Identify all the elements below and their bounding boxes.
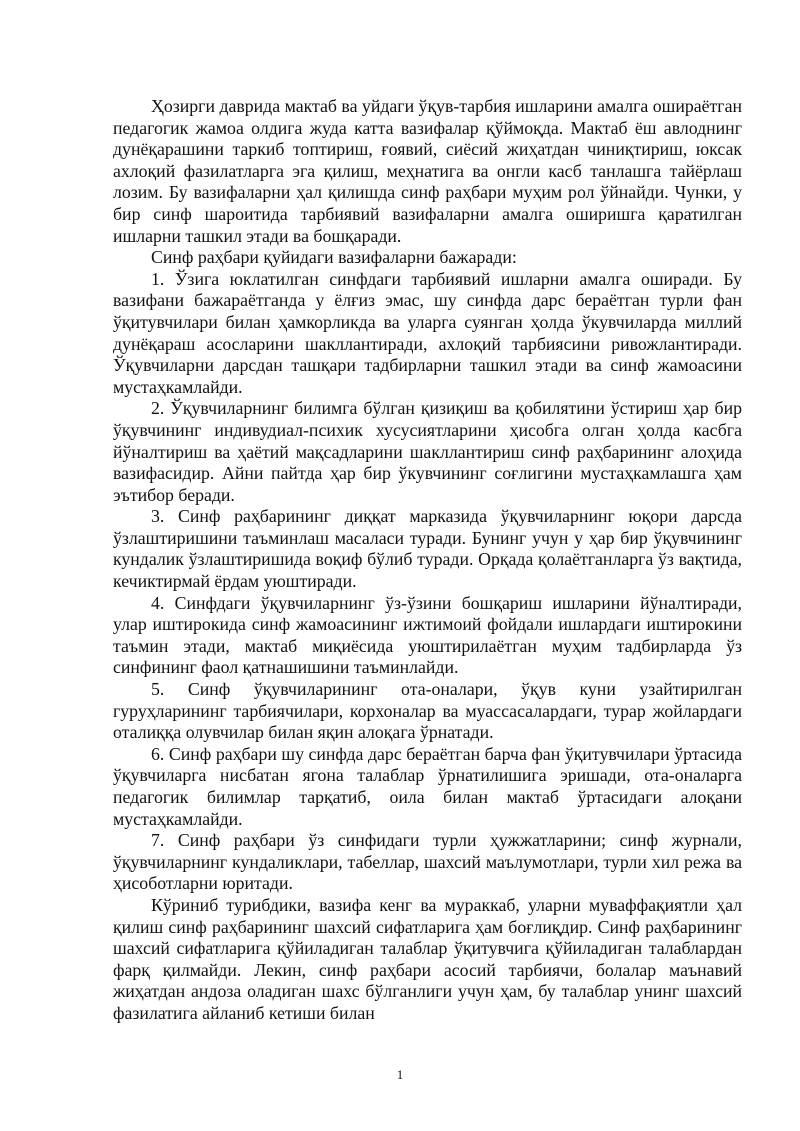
paragraph-duty-1: 1. Ўзига юклатилган синфдаги тарбиявий ишларни амалга оширади. Бу вазифани бажараётганда у ёлғиз эмас, шу синфда дарс бераётган турли фан ўқитувчилари билан ҳамкорликда ва уларга суянган ҳолда ўкувчиларда миллий дунёқараш асосларини шакллантиради, ахлоқий тарбиясини ривожлантиради. Ўқувчиларни дарсдан ташқари тадбирларни ташкил этади ва синф жамоасини мустаҳкамлайди. <box>113 268 742 397</box>
document-page <box>113 96 742 1025</box>
page-number: 1 <box>396 1067 404 1082</box>
paragraph-duty-3: 3. Синф раҳбарининг диққат марказида ўқувчиларнинг юқори дарсда ўзлаштиришини таъминлаш масаласи туради. Бунинг учун у ҳар бир ўқувчининг кундалик ўзлаштиришида воқиф бўлиб туради. Орқада қолаётганларга ўз вақтида, кечиктирмай ёрдам уюштиради. <box>113 506 742 592</box>
paragraph-duty-5: 5. Синф ўқувчиларининг ота-оналари, ўқув куни узайтирилган гуруҳларининг тарбиячилари, корхоналар ва муассасалардаги, турар жойлардаги оталиққа олувчилар билан яқин алоқага ўрнатади. <box>113 679 742 743</box>
paragraph-duty-4: 4. Синфдаги ўқувчиларнинг ўз-ўзини бошқариш ишларини йўналтиради, улар иштирокида синф жамоасининг ижтимоий фойдали ишлардаги иштирокини таъмин этади, мактаб миқиёсида уюштирилаётган муҳим тадбирларда ўз синфининг фаол қатнашишини таъминлайди. <box>113 592 742 678</box>
paragraph-duties-heading: Синф раҳбари қуйидаги вазифаларни бажаради: <box>151 247 517 268</box>
paragraph-duty-2: 2. Ўқувчиларнинг билимга бўлган қизиқиш ва қобилятини ўстириш ҳар бир ўқувчининг индивудиал-психик хусусиятларини ҳисобга олган ҳолда касбга йўналтириш ва ҳаётий мақсадларини шакллантириш синф раҳбарининг алоҳида вазифасидир. Айни пайтда ҳар бир ўкувчининг соғлигини мустаҳкамлашга ҳам эътибор беради. <box>113 398 742 505</box>
paragraph-conclusion: Кўриниб турибдики, вазифа кенг ва мураккаб, уларни муваффақиятли ҳал қилиш синф раҳбарининг шахсий сифатларига ҳам боғлиқдир. Синф раҳбарининг шахсий сифатларига қўйиладиган талаблар ўқитувчига қўйиладиган талаблардан фарқ қилмайди. Лекин, синф раҳбари асосий тарбиячи, болалар маънавий жиҳатдан андоза оладиган шахс бўлганлиги учун ҳам, бу талаблар унинг шахсий фазилатига айланиб кетиши билан <box>113 894 742 1023</box>
paragraph-intro: Ҳозирги даврида мактаб ва уйдаги ўқув-тарбия ишларини амалга ошираётган педагогик жамоа олдига жуда катта вазифалар қўймоқда. Мактаб ёш авлоднинг дунёқарашини таркиб топтириш, ғоявий, сиёсий жиҳатдан чиниқтириш, юксак ахлоқий фазилатларга эга қилиш, меҳнатига ва онгли касб танлашга тайёрлаш лозим. Бу вазифаларни ҳал қилишда синф раҳбари муҳим рол ўйнайди. Чунки, у бир синф шароитида тарбиявий вазифаларни амалга оширишга қаратилган ишларни ташкил этади ва бошқаради. <box>113 96 742 246</box>
paragraph-duty-7: 7. Синф раҳбари ўз синфидаги турли ҳужжатларини; синф журнали, ўқувчиларнинг кундаликлари, табеллар, шахсий маълумотлари, турли хил режа ва ҳисоботларни юритади. <box>113 830 742 894</box>
paragraph-duty-6: 6. Синф раҳбари шу синфда дарс бераётган барча фан ўқитувчилари ўртасида ўқувчиларга нисбатан ягона талаблар ўрнатилишига эришади, ота-оналарга педагогик билимлар тарқатиб, оила билан мактаб ўртасидаги алоқани мустаҳкамлайди. <box>113 743 742 829</box>
